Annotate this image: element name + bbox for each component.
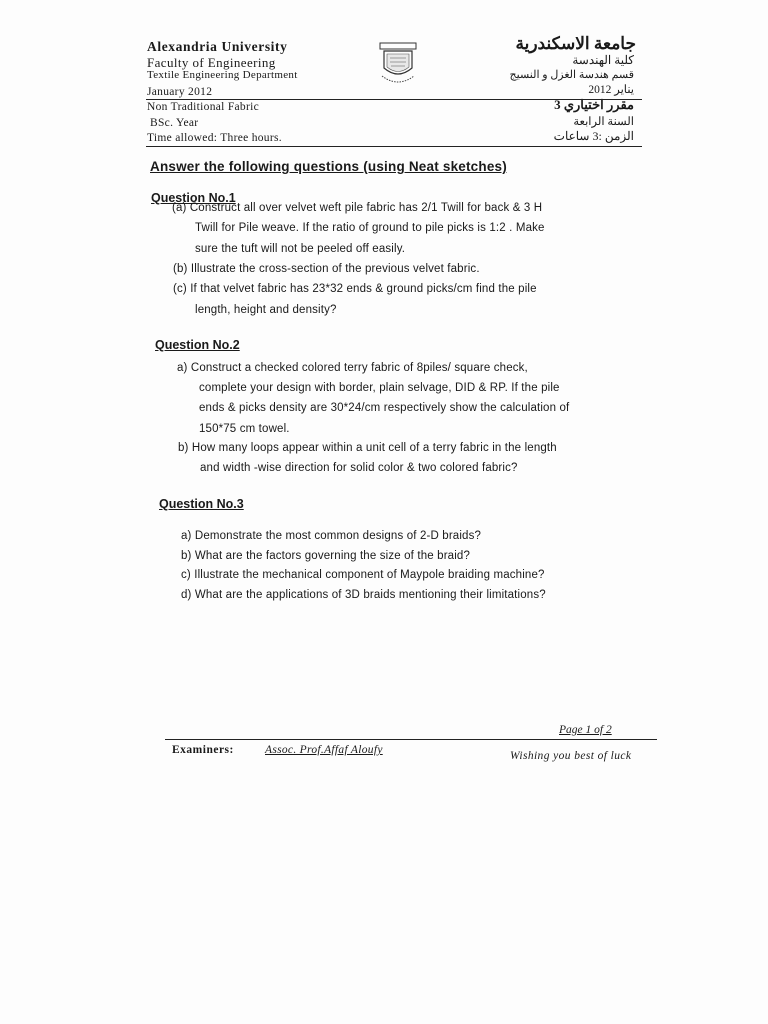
university-name: Alexandria University bbox=[147, 39, 288, 54]
q3-line: d) What are the applications of 3D braids mentioning their limitations? bbox=[181, 589, 546, 601]
q2-line: complete your design with border, plain selvage, DID & RP. If the pile bbox=[199, 382, 560, 394]
instruction-heading bbox=[150, 159, 507, 174]
department-name: Textile Engineering Department bbox=[147, 69, 298, 81]
q1-line: length, height and density? bbox=[195, 304, 337, 316]
q2-line: 150*75 cm towel. bbox=[199, 423, 290, 435]
header-divider bbox=[146, 99, 642, 100]
q3-line: a) Demonstrate the most common designs of 2-D braids? bbox=[181, 530, 482, 542]
q3-line: b) What are the factors governing the size of the braid? bbox=[181, 550, 471, 562]
course-name: Non Traditional Fabric bbox=[147, 101, 260, 113]
examiners-label: Examiners: bbox=[172, 744, 234, 756]
page-number: Page 1 of 2 bbox=[559, 724, 612, 736]
question-2-title: Question No.2 bbox=[155, 338, 240, 352]
university-name-arabic: جامعة الاسكندرية bbox=[515, 34, 636, 53]
time-allowed-arabic: الزمن :3 ساعات bbox=[553, 129, 634, 143]
instruction-text: Answer the following questions (using Neat sketches) bbox=[150, 159, 507, 174]
q1-line: (a) Construct all over velvet weft pile fabric has 2/1 Twill for back & 3 H bbox=[172, 202, 543, 214]
best-of-luck: Wishing you best of luck bbox=[510, 750, 632, 762]
q2-line: and width -wise direction for solid color & two colored fabric? bbox=[200, 462, 518, 474]
q1-line: sure the tuft will not be peeled off easily. bbox=[195, 243, 406, 255]
header-bottom-rule bbox=[146, 146, 642, 147]
study-year: BSc. Year bbox=[150, 117, 199, 129]
footer-rule bbox=[165, 739, 657, 740]
university-seal-icon bbox=[374, 40, 422, 88]
q3-line: c) Illustrate the mechanical component of Maypole braiding machine? bbox=[181, 569, 545, 581]
question-3-title: Question No.3 bbox=[159, 497, 244, 511]
exam-date-arabic: يناير 2012 bbox=[588, 84, 634, 96]
q1-line: (b) Illustrate the cross-section of the previous velvet fabric. bbox=[173, 263, 480, 275]
q2-line: ends & picks density are 30*24/cm respectively show the calculation of bbox=[199, 402, 570, 414]
q2-line: b) How many loops appear within a unit cell of a terry fabric in the length bbox=[178, 442, 557, 454]
exam-date: January 2012 bbox=[147, 86, 213, 98]
q1-line: Twill for Pile weave. If the ratio of ground to pile picks is 1:2 . Make bbox=[195, 222, 545, 234]
study-year-arabic: السنة الرابعة bbox=[573, 116, 634, 128]
q1-line: (c) If that velvet fabric has 23*32 ends & ground picks/cm find the pile bbox=[173, 283, 537, 295]
examiner-name: Assoc. Prof.Affaf Aloufy bbox=[265, 744, 383, 756]
q2-line: a) Construct a checked colored terry fabric of 8piles/ square check, bbox=[177, 362, 528, 374]
faculty-name: Faculty of Engineering bbox=[147, 55, 276, 70]
course-name-arabic: مقرر اختياري 3 bbox=[554, 97, 634, 112]
question-1-title: Question No.1 bbox=[151, 191, 236, 205]
department-name-arabic: قسم هندسة الغزل و النسيج bbox=[509, 69, 634, 81]
faculty-name-arabic: كلية الهندسة bbox=[572, 53, 634, 67]
time-allowed: Time allowed: Three hours. bbox=[147, 132, 282, 144]
